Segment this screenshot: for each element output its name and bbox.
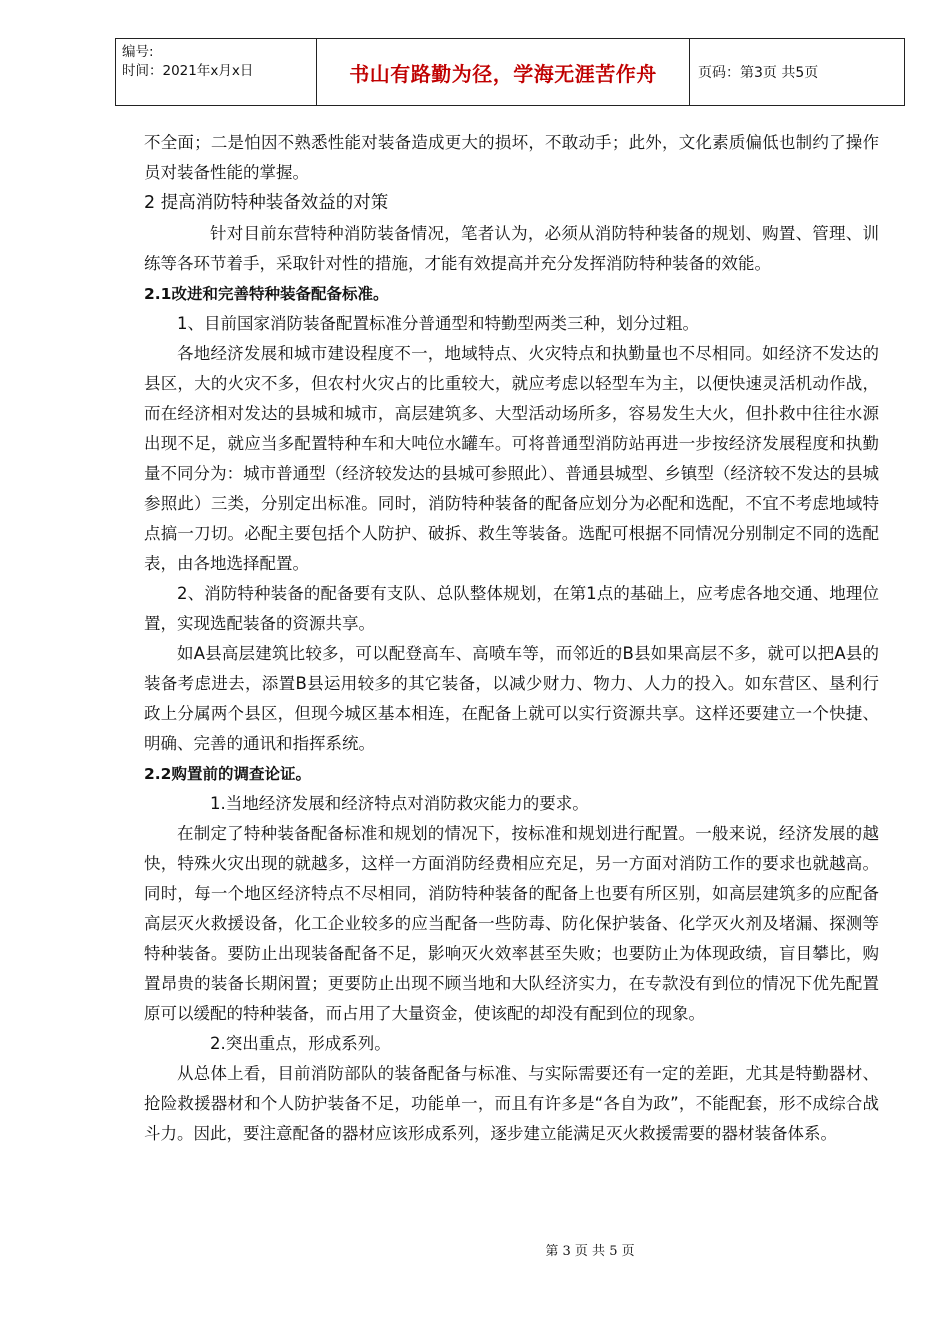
header-motto: 书山有路勤为径，学海无涯苦作舟 (317, 39, 690, 105)
header-page-label: 页码：第3页 共5页 (698, 65, 819, 81)
page-footer: 第 3 页 共 5 页 (545, 1244, 635, 1259)
time-label: 时间：2021年x月x日 (122, 63, 254, 79)
header-meta (116, 39, 317, 105)
section-heading: 2 提高消防特种装备效益的对策 (144, 193, 389, 213)
page-header (115, 38, 905, 106)
paragraph: 2、消防特种装备的配备要有支队、总队整体规划，在第1点的基础上，应考虑各地交通、地理位置，实现选配装备的资源共享。 (144, 584, 879, 633)
paragraph: 针对目前东营特种消防装备情况，笔者认为，必须从消防特种装备的规划、购置、管理、训练等各环节着手，采取针对性的措施，才能有效提高并充分发挥消防特种装备的效能。 (144, 224, 879, 273)
document-body (144, 128, 879, 1149)
paragraph: 1.当地经济发展和经济特点对消防救灾能力的要求。 (210, 794, 589, 813)
subsection-heading: 2.2购置前的调查论证。 (144, 765, 311, 783)
paragraph: 从总体上看，目前消防部队的装备配备与标准、与实际需要还有一定的差距，尤其是特勤器材、抢险救援器材和个人防护装备不足，功能单一，而且有许多是“各自为政”，不能配套，形不成综合战斗力。因此，要注意配备的器材应该形成系列，逐步建立能满足灭火救援需要的器材装备体系。 (144, 1064, 879, 1143)
paragraph: 各地经济发展和城市建设程度不一，地域特点、火灾特点和执勤量也不尽相同。如经济不发达的县区，大的火灾不多，但农村火灾占的比重较大，就应考虑以轻型车为主，以便快速灵活机动作战，而在经济相对发达的县城和城市，高层建筑多、大型活动场所多，容易发生大火，但扑救中往往水源出现不足，就应当多配置特种车和大吨位水罐车。可将普通型消防站再进一步按经济发展程度和执勤量不同分为：城市普通型（经济较发达的县城可参照此）、普通县城型、乡镇型（经济较不发达的县城参照此）三类，分别定出标准。同时，消防特种装备的配备应划分为必配和选配，不宜不考虑地域特点搞一刀切。必配主要包括个人防护、破拆、救生等装备。选配可根据不同情况分别制定不同的选配表，由各地选择配置。 (144, 344, 879, 573)
paragraph: 1、目前国家消防装备配置标准分普通型和特勤型两类三种，划分过粗。 (177, 314, 699, 333)
paragraph: 不全面；二是怕因不熟悉性能对装备造成更大的损坏，不敢动手；此外，文化素质偏低也制约了操作员对装备性能的掌握。 (144, 133, 879, 182)
paragraph: 在制定了特种装备配备标准和规划的情况下，按标准和规划进行配置。一般来说，经济发展的越快，特殊火灾出现的就越多，这样一方面消防经费相应充足，另一方面对消防工作的要求也就越高。同时，每一个地区经济特点不尽相同，消防特种装备的配备上也要有所区别，如高层建筑多的应配备高层灭火救援设备，化工企业较多的应当配备一些防毒、防化保护装备、化学灭火剂及堵漏、探测等特种装备。要防止出现装备配备不足，影响灭火效率甚至失败；也要防止为体现政绩，盲目攀比，购置昂贵的装备长期闲置；更要防止出现不顾当地和大队经济实力，在专款没有到位的情况下优先配置原可以缓配的特种装备，而占用了大量资金，使该配的却没有配到位的现象。 (144, 824, 879, 1023)
paragraph: 2.突出重点，形成系列。 (210, 1034, 391, 1053)
number-label: 编号: (122, 44, 154, 60)
subsection-heading: 2.1改进和完善特种装备配备标准。 (144, 285, 389, 303)
paragraph: 如A县高层建筑比较多，可以配登高车、高喷车等，而邻近的B县如果高层不多，就可以把A县的装备考虑进去，添置B县运用较多的其它装备，以减少财力、物力、人力的投入。如东营区、垦利行政上分属两个县区，但现今城区基本相连，在配备上就可以实行资源共享。这样还要建立一个快捷、明确、完善的通讯和指挥系统。 (144, 644, 879, 753)
